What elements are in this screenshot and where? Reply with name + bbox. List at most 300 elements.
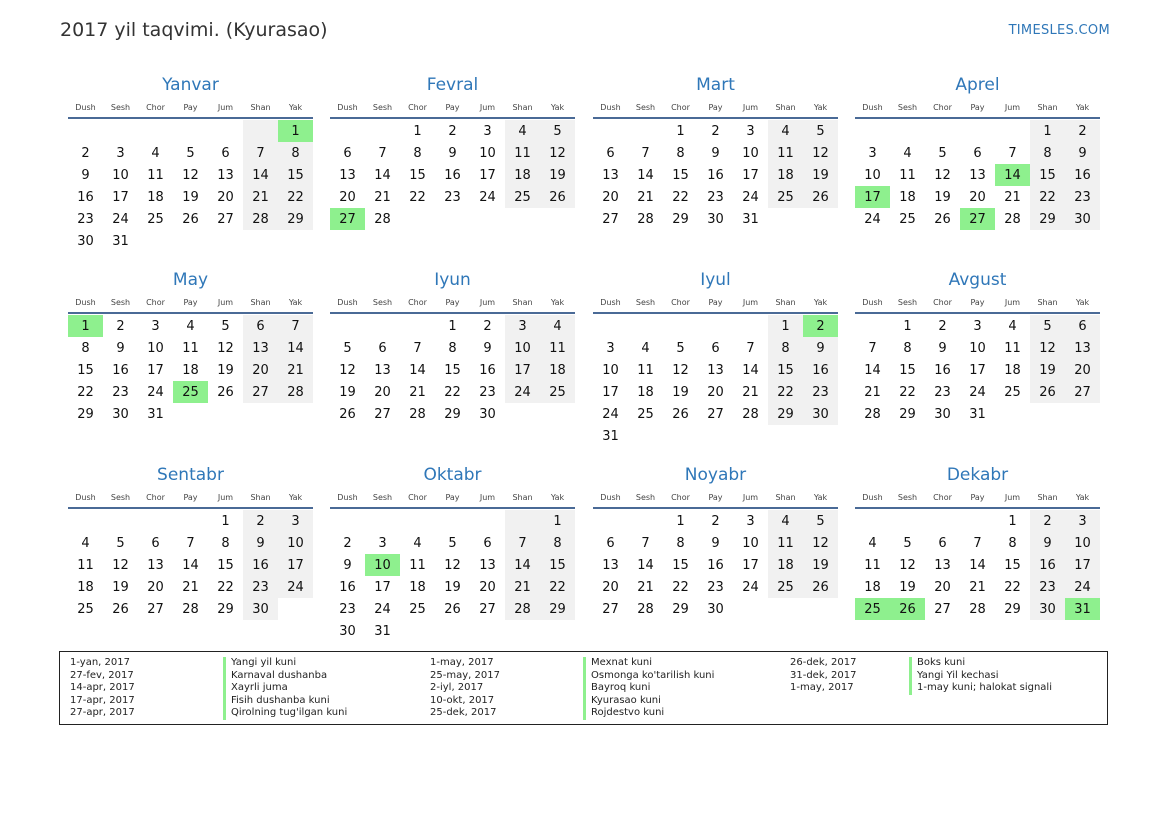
day-cell: 6 [973,145,982,161]
weekday-label: Dush [75,102,96,112]
empty-day-cell [173,230,208,252]
day-cell: 8 [448,340,457,356]
weekday-label: Chor [933,297,952,307]
weekday-label: Shan [250,102,271,112]
day-cell: 6 [243,315,278,337]
weekday-header [330,292,575,314]
day-grid [330,510,575,642]
day-cell: 9 [448,145,457,161]
day-cell: 1 [1008,513,1017,529]
weekday-label: Dush [600,492,621,502]
weekday-header [593,97,838,119]
day-cell: 28 [505,598,540,620]
day-cell: 27 [707,406,724,422]
day-cell: 3 [606,340,615,356]
day-cell: 5 [116,535,125,551]
legend-holiday-name: Karnaval dushanba [231,669,328,681]
day-cell: 26 [1030,381,1065,403]
empty-day-cell [803,425,838,447]
empty-day-cell [278,403,313,425]
day-cell: 2 [81,145,90,161]
day-cell: 30 [707,211,724,227]
day-cell: 13 [602,557,619,573]
day-cell: 5 [221,318,230,334]
day-cell: 2 [243,510,278,532]
empty-day-cell [593,510,628,532]
day-cell: 17 [147,362,164,378]
weekday-label: Pay [708,102,723,112]
day-cell: 16 [707,557,724,573]
day-cell: 18 [182,362,199,378]
day-cell: 13 [479,557,496,573]
day-cell: 13 [374,362,391,378]
empty-day-cell [173,403,208,425]
day-cell: 8 [278,142,313,164]
day-cell: 21 [864,384,881,400]
empty-day-cell [890,510,925,532]
day-cell: 25 [768,186,803,208]
day-cell: 4 [868,535,877,551]
day-cell: 15 [899,362,916,378]
empty-day-cell [803,598,838,620]
month-dekabr [855,463,1100,620]
day-cell: 7 [868,340,877,356]
day-cell: 18 [1004,362,1021,378]
legend-names-column [583,657,714,720]
day-cell: 23 [339,601,356,617]
legend-date: 10-okt, 2017 [430,694,495,706]
day-cell: 15 [1030,164,1065,186]
day-cell: 12 [217,340,234,356]
day-cell: 25 [77,601,94,617]
day-cell: 24 [112,211,129,227]
day-cell: 28 [278,381,313,403]
empty-day-cell [540,403,575,425]
legend-date: 25-dek, 2017 [430,707,497,719]
day-cell: 2 [343,535,352,551]
month-may [68,268,313,425]
day-cell: 18 [540,359,575,381]
day-cell: 18 [637,384,654,400]
day-cell: 18 [409,579,426,595]
weekday-label: Dush [337,492,358,502]
empty-day-cell [855,510,890,532]
weekday-label: Pay [708,492,723,502]
day-cell: 15 [409,167,426,183]
legend-holiday-name: Fisih dushanba kuni [231,694,330,706]
legend-date: 27-apr, 2017 [70,707,135,719]
weekday-label: Pay [183,492,198,502]
day-cell: 15 [444,362,461,378]
day-cell: 17 [742,167,759,183]
day-cell: 27 [1065,381,1100,403]
day-cell: 18 [768,164,803,186]
day-cell: 10 [112,167,129,183]
day-cell: 22 [1004,579,1021,595]
day-cell: 24 [742,579,759,595]
day-cell: 1 [676,123,685,139]
weekday-header [855,97,1100,119]
weekday-label: Shan [775,102,796,112]
day-cell: 26 [803,576,838,598]
day-cell: 31 [602,428,619,444]
weekday-header [68,97,313,119]
day-cell: 5 [186,145,195,161]
month-sentabr [68,463,313,620]
day-cell: 11 [409,557,426,573]
day-cell: 23 [707,189,724,205]
weekday-label: Chor [933,492,952,502]
day-cell: 29 [1030,208,1065,230]
day-cell: 6 [1065,315,1100,337]
day-cell: 11 [1004,340,1021,356]
weekday-label: Jum [217,492,234,502]
weekday-label: Chor [408,492,427,502]
day-cell: 21 [637,189,654,205]
empty-day-cell [208,230,243,252]
day-cell: 28 [374,211,391,227]
day-cell: 22 [278,186,313,208]
day-cell: 20 [217,189,234,205]
day-grid [593,120,838,230]
weekday-label: Dush [337,102,358,112]
legend-date: 14-apr, 2017 [70,682,135,694]
day-cell: 24 [374,601,391,617]
day-cell: 24 [602,406,619,422]
day-cell: 20 [602,189,619,205]
empty-day-cell [960,510,995,532]
day-cell: 12 [934,167,951,183]
weekday-label: Dush [600,297,621,307]
weekday-label: Yak [550,102,565,112]
day-cell: 1 [768,315,803,337]
empty-day-cell [698,425,733,447]
day-cell: 3 [151,318,160,334]
day-cell: 2 [448,123,457,139]
day-cell: 21 [182,579,199,595]
day-cell: 13 [1065,337,1100,359]
empty-day-cell [855,315,890,337]
empty-day-cell [960,120,995,142]
day-cell: 13 [147,557,164,573]
day-cell: 25 [409,601,426,617]
day-cell: 11 [182,340,199,356]
day-cell: 2 [116,318,125,334]
day-cell: 21 [505,576,540,598]
weekday-label: Shan [512,102,533,112]
day-cell: 6 [606,535,615,551]
empty-day-cell [628,120,663,142]
empty-day-cell [330,315,365,337]
day-cell: 10 [602,362,619,378]
weekday-label: Shan [512,492,533,502]
day-cell: 13 [217,167,234,183]
day-cell: 31 [112,233,129,249]
day-cell: 22 [1030,186,1065,208]
empty-day-cell [925,510,960,532]
empty-day-cell [593,120,628,142]
day-cell: 10 [147,340,164,356]
day-cell: 1 [676,513,685,529]
empty-day-cell [400,315,435,337]
day-cell: 30 [339,623,356,639]
day-cell: 25 [505,186,540,208]
day-cell: 3 [483,123,492,139]
empty-day-cell [365,510,400,532]
day-cell: 5 [540,120,575,142]
day-cell: 24 [969,384,986,400]
day-cell: 19 [672,384,689,400]
day-cell: 9 [1065,142,1100,164]
empty-day-cell [733,425,768,447]
day-cell: 17 [742,557,759,573]
day-cell: 15 [278,164,313,186]
day-cell: 26 [339,406,356,422]
day-cell: 5 [1030,315,1065,337]
empty-day-cell [138,120,173,142]
day-cell: 10 [1065,532,1100,554]
weekday-label: Shan [775,297,796,307]
empty-day-cell [593,315,628,337]
weekday-label: Shan [250,492,271,502]
month-aprel [855,73,1100,230]
empty-day-cell [208,120,243,142]
day-cell: 3 [746,123,755,139]
day-cell: 26 [934,211,951,227]
day-cell: 19 [934,189,951,205]
weekday-header [330,487,575,509]
day-cell: 2 [711,513,720,529]
legend-date: 2-iyl, 2017 [430,682,484,694]
day-cell: 16 [934,362,951,378]
month-iyul [593,268,838,447]
empty-day-cell [995,403,1030,425]
day-cell: 14 [505,554,540,576]
month-avgust [855,268,1100,425]
day-cell: 28 [409,406,426,422]
day-cell: 21 [1004,189,1021,205]
day-cell: 27 [147,601,164,617]
weekday-label: Shan [1037,102,1058,112]
weekday-label: Chor [408,297,427,307]
day-cell: 22 [217,579,234,595]
empty-day-cell [768,598,803,620]
empty-day-cell [628,315,663,337]
day-cell: 15 [1004,557,1021,573]
empty-day-cell [400,510,435,532]
day-cell: 6 [221,145,230,161]
month-name: Noyabr [684,465,747,485]
day-cell: 1 [221,513,230,529]
day-cell: 19 [112,579,129,595]
day-cell: 8 [540,532,575,554]
day-cell: 10 [969,340,986,356]
weekday-label: Chor [671,297,690,307]
day-cell: 3 [746,513,755,529]
day-cell: 4 [81,535,90,551]
day-cell: 4 [151,145,160,161]
month-fevral [330,73,575,230]
site-brand[interactable]: TIMESLES.COM [1008,23,1110,38]
empty-day-cell [470,620,505,642]
empty-day-cell [435,620,470,642]
day-cell: 30 [112,406,129,422]
weekday-label: Chor [671,492,690,502]
day-cell: 7 [1008,145,1017,161]
day-cell: 3 [973,318,982,334]
day-cell: 29 [77,406,94,422]
weekday-label: Pay [445,102,460,112]
day-grid [68,120,313,252]
legend-holiday-name: Mexnat kuni [591,657,653,668]
weekday-label: Shan [775,492,796,502]
weekday-label: Chor [933,102,952,112]
weekday-label: Pay [708,297,723,307]
legend-holiday-name: Qirolning tug'ilgan kuni [231,707,348,719]
holiday-day-cell: 27 [330,208,365,230]
day-cell: 28 [243,208,278,230]
empty-day-cell [278,598,313,620]
weekday-label: Dush [337,297,358,307]
empty-day-cell [890,120,925,142]
weekday-label: Sesh [372,297,393,307]
day-cell: 15 [77,362,94,378]
weekday-label: Dush [862,297,883,307]
day-cell: 12 [803,142,838,164]
day-cell: 17 [505,359,540,381]
day-cell: 17 [374,579,391,595]
weekday-label: Sesh [635,492,656,502]
day-cell: 7 [186,535,195,551]
day-cell: 22 [672,189,689,205]
weekday-label: Sesh [372,492,393,502]
day-cell: 23 [1065,186,1100,208]
legend-holiday-name: Kyurasao kuni [591,694,661,706]
day-cell: 19 [444,579,461,595]
legend-holiday-name: Xayrli juma [231,682,288,694]
day-cell: 9 [343,557,352,573]
day-cell: 31 [147,406,164,422]
empty-day-cell [103,510,138,532]
day-cell: 19 [540,164,575,186]
weekday-label: Jum [479,297,496,307]
day-grid [68,510,313,620]
day-cell: 29 [899,406,916,422]
month-noyabr [593,463,838,620]
day-cell: 18 [147,189,164,205]
day-cell: 6 [711,340,720,356]
weekday-label: Jum [217,102,234,112]
day-cell: 16 [112,362,129,378]
weekday-label: Jum [1004,102,1021,112]
day-cell: 29 [672,601,689,617]
weekday-label: Dush [75,492,96,502]
day-cell: 11 [768,142,803,164]
empty-day-cell [628,510,663,532]
month-oktabr [330,463,575,642]
weekday-label: Yak [1075,297,1090,307]
weekday-label: Jum [1004,492,1021,502]
weekday-label: Yak [288,102,303,112]
day-cell: 6 [938,535,947,551]
empty-day-cell [330,120,365,142]
day-cell: 24 [864,211,881,227]
empty-day-cell [505,208,540,230]
month-iyun [330,268,575,425]
empty-day-cell [540,620,575,642]
day-cell: 21 [278,359,313,381]
day-cell: 9 [1030,532,1065,554]
empty-day-cell [470,208,505,230]
weekday-label: Pay [445,297,460,307]
holiday-day-cell: 31 [1065,598,1100,620]
day-grid [330,315,575,425]
empty-day-cell [68,510,103,532]
day-cell: 23 [243,576,278,598]
day-cell: 14 [637,167,654,183]
empty-day-cell [138,230,173,252]
empty-day-cell [435,510,470,532]
weekday-label: Yak [288,297,303,307]
empty-day-cell [103,120,138,142]
empty-day-cell [803,208,838,230]
legend-holiday-name: Yangi yil kuni [231,657,297,668]
day-cell: 11 [505,142,540,164]
day-cell: 1 [1030,120,1065,142]
day-cell: 12 [899,557,916,573]
day-cell: 28 [637,211,654,227]
day-cell: 10 [479,145,496,161]
day-cell: 3 [505,315,540,337]
day-cell: 10 [864,167,881,183]
day-cell: 2 [483,318,492,334]
holiday-day-cell: 27 [960,208,995,230]
day-cell: 21 [374,189,391,205]
day-cell: 17 [969,362,986,378]
day-cell: 15 [672,167,689,183]
month-yanvar [68,73,313,252]
empty-day-cell [505,403,540,425]
day-cell: 13 [707,362,724,378]
day-cell: 12 [339,362,356,378]
day-grid [330,120,575,230]
day-cell: 7 [641,535,650,551]
day-cell: 20 [374,384,391,400]
day-cell: 27 [602,211,619,227]
day-cell: 15 [672,557,689,573]
weekday-header [593,487,838,509]
day-cell: 18 [864,579,881,595]
day-cell: 29 [672,211,689,227]
day-cell: 9 [243,532,278,554]
weekday-header [855,487,1100,509]
day-cell: 3 [868,145,877,161]
empty-day-cell [1065,403,1100,425]
day-cell: 26 [540,186,575,208]
day-cell: 5 [803,120,838,142]
empty-day-cell [435,208,470,230]
day-cell: 6 [483,535,492,551]
day-cell: 22 [77,384,94,400]
empty-day-cell [68,120,103,142]
day-cell: 29 [444,406,461,422]
empty-day-cell [173,120,208,142]
empty-day-cell [505,510,540,532]
day-cell: 16 [803,359,838,381]
day-cell: 8 [221,535,230,551]
day-cell: 7 [973,535,982,551]
day-cell: 2 [711,123,720,139]
